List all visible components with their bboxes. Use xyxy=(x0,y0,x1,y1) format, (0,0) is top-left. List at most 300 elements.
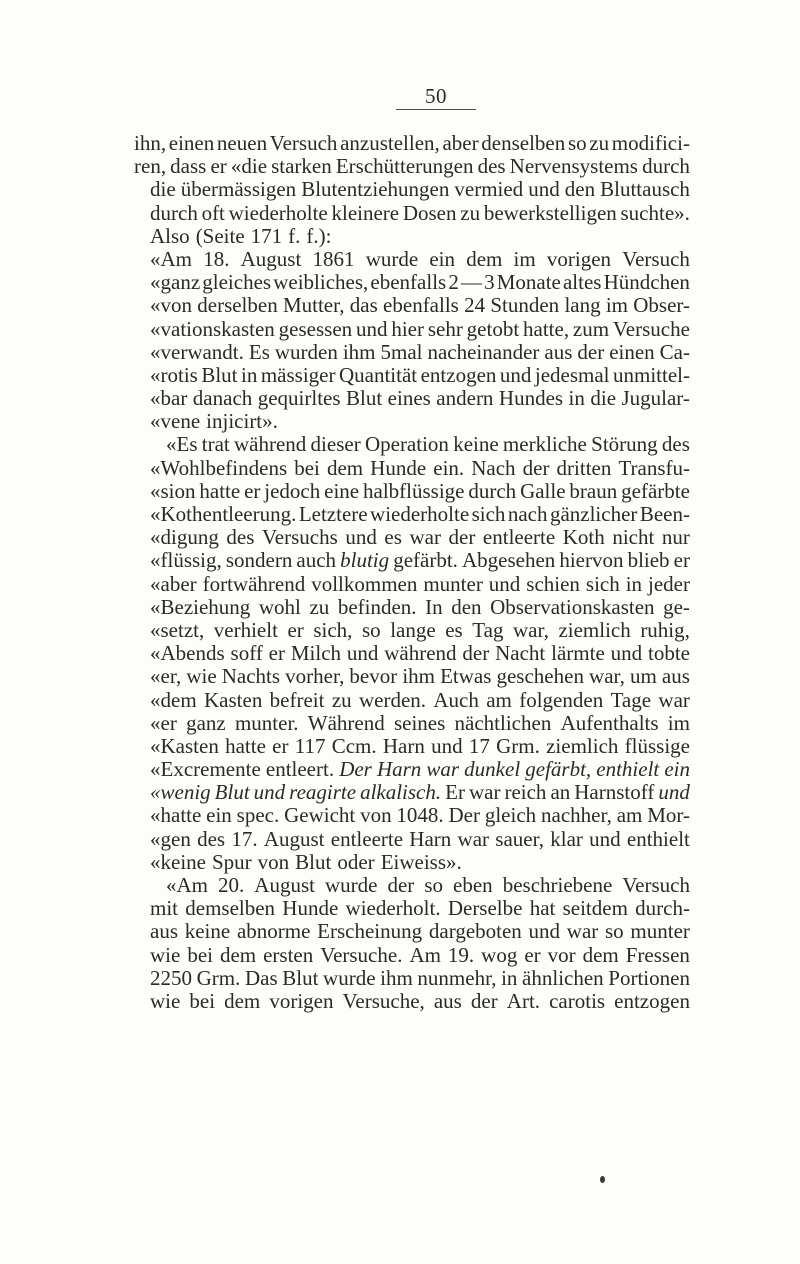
word: seitdem xyxy=(562,896,628,921)
word: wiederholte xyxy=(370,502,470,526)
word: so xyxy=(361,617,381,642)
page-number: 50 xyxy=(425,84,447,108)
word: abnorme xyxy=(236,919,311,944)
word: sich xyxy=(471,502,506,526)
text-line xyxy=(134,341,690,364)
word: wie xyxy=(186,664,217,689)
word: gefärbte xyxy=(621,478,690,503)
word: und xyxy=(345,525,377,550)
word: 24 xyxy=(464,293,486,318)
word: entleerte xyxy=(330,826,404,851)
word: kleinere xyxy=(331,200,400,225)
word: 19. xyxy=(447,942,475,967)
word: «vene xyxy=(150,409,201,434)
word: es xyxy=(384,525,402,550)
word: dem xyxy=(326,455,364,480)
word: zu xyxy=(331,687,352,712)
word: gequirltes xyxy=(257,386,341,411)
word: Versuche, xyxy=(342,988,425,1013)
text-line xyxy=(134,689,690,712)
word: und xyxy=(658,780,690,805)
word: war, xyxy=(513,617,549,642)
word: gleiches xyxy=(202,270,272,295)
word: im xyxy=(513,246,536,271)
word: ein. xyxy=(433,455,465,480)
word: Letztere xyxy=(298,502,368,526)
word: soff xyxy=(230,641,263,666)
word: enthielt xyxy=(596,757,660,782)
text-line xyxy=(134,294,690,317)
word: anzustellen, xyxy=(340,131,440,155)
word: ihm xyxy=(380,965,413,990)
word: Monate xyxy=(496,270,561,295)
word: August xyxy=(240,246,302,271)
word: Jugular- xyxy=(621,386,690,411)
word: Abgesehen xyxy=(461,548,556,573)
word: in xyxy=(625,571,643,596)
word: nacheinander xyxy=(427,339,540,364)
word: Tag xyxy=(472,617,504,642)
word: «rotis xyxy=(150,362,198,387)
word: Harn xyxy=(376,757,422,782)
body-text xyxy=(134,132,690,1013)
word: «digung xyxy=(150,525,219,550)
word: ge- xyxy=(663,594,690,619)
word: «von xyxy=(150,293,192,318)
word: Nacht xyxy=(495,641,546,666)
word: gefärbt. xyxy=(393,548,458,573)
word: 17. xyxy=(231,826,258,851)
word: ihn, xyxy=(134,131,167,155)
text-line xyxy=(134,897,690,920)
word: der xyxy=(522,455,550,480)
word: Erscheinung xyxy=(317,919,423,944)
word: hatte xyxy=(225,733,266,758)
word: Mutter, xyxy=(282,293,345,318)
word: durch- xyxy=(635,896,690,921)
word: Dosen xyxy=(402,200,457,225)
word: oder xyxy=(337,849,375,874)
word: In xyxy=(425,594,443,619)
word: gesessen xyxy=(278,316,353,341)
word: Der xyxy=(448,803,480,828)
text-line xyxy=(134,526,690,549)
word: starken xyxy=(271,154,332,179)
word: der xyxy=(577,339,605,364)
word: durch xyxy=(150,200,198,225)
text-line xyxy=(134,874,690,897)
word: Er xyxy=(445,780,465,805)
word: sich, xyxy=(313,617,353,642)
word: Etwas xyxy=(440,664,492,689)
word: «ganz xyxy=(150,270,201,295)
word: Versuche. xyxy=(320,942,403,967)
word: «er, xyxy=(150,664,182,689)
word: Galle xyxy=(520,478,566,503)
word: lang xyxy=(564,293,601,318)
word: klar xyxy=(550,826,583,851)
word: im xyxy=(667,710,690,735)
word: Blutentziehungen xyxy=(301,177,450,202)
word: halbflüssige xyxy=(363,478,465,503)
word: getobt xyxy=(466,316,520,341)
word: und xyxy=(610,641,643,666)
word: vorigen xyxy=(546,246,612,271)
word: vermied xyxy=(454,177,524,202)
word: war xyxy=(426,757,460,782)
word: Hündchen xyxy=(603,270,690,295)
word: Grm. xyxy=(496,733,540,758)
text-line xyxy=(134,596,690,619)
word: ein xyxy=(429,246,456,271)
text-line xyxy=(134,573,690,596)
word: Nach xyxy=(471,455,516,480)
word: keine xyxy=(453,432,499,457)
word: «die xyxy=(230,154,268,179)
word: unmittel- xyxy=(613,362,690,387)
word: oft xyxy=(201,200,225,225)
word: Harn xyxy=(382,733,425,758)
word: Versuchs xyxy=(261,525,338,550)
word: wurde xyxy=(365,246,419,271)
word: dunkel xyxy=(464,757,521,782)
word: ruhig, xyxy=(640,617,690,642)
word: um xyxy=(630,664,657,689)
text-line xyxy=(134,944,690,967)
word: (Seite xyxy=(195,223,245,248)
word: Blut xyxy=(282,965,319,990)
word: suchte». xyxy=(620,200,690,225)
word: 171 xyxy=(250,223,283,248)
text-line xyxy=(134,804,690,827)
word: sich xyxy=(585,571,620,596)
word: Aufenthalts xyxy=(560,710,659,735)
word: ebenfalls xyxy=(370,270,447,295)
word: «wenig xyxy=(150,780,211,805)
word: aus xyxy=(661,664,690,689)
word: trat xyxy=(201,432,230,457)
word: und xyxy=(499,362,532,387)
word: am xyxy=(486,687,512,712)
word: munter xyxy=(630,919,690,944)
word: entleert. xyxy=(265,757,335,782)
word: einen xyxy=(609,339,655,364)
word: alkalisch. xyxy=(360,780,442,805)
word: 2250 xyxy=(150,965,192,990)
word: Nervensystems xyxy=(509,154,638,179)
word: in xyxy=(241,362,258,387)
word: 5mal xyxy=(380,339,423,364)
word: und xyxy=(253,780,286,805)
word: enthielt xyxy=(626,826,690,851)
word: bei xyxy=(189,988,216,1013)
word: carotis xyxy=(549,988,606,1013)
word: lange xyxy=(390,617,436,642)
word: Operation xyxy=(364,432,449,457)
word: altes xyxy=(562,270,602,295)
word: und xyxy=(488,571,521,596)
word: 117 xyxy=(294,733,326,758)
word: mässiger xyxy=(260,362,336,387)
word: auch xyxy=(296,548,337,573)
word: wurden xyxy=(274,339,338,364)
word: dargeboten xyxy=(428,919,522,944)
word: den xyxy=(451,594,482,619)
word: andern xyxy=(436,386,494,411)
word: ein xyxy=(664,757,690,782)
word: injicirt». xyxy=(206,409,278,434)
word: keine xyxy=(184,919,231,944)
word: bei xyxy=(187,942,213,967)
word: ganz xyxy=(186,710,226,735)
word: Es xyxy=(248,339,270,364)
word: durch xyxy=(642,154,690,179)
word: von xyxy=(360,803,392,828)
word: folgenden xyxy=(519,687,604,712)
word: denselben xyxy=(481,131,566,155)
word: Während xyxy=(307,710,385,735)
word: Der xyxy=(339,757,372,782)
word: nicht xyxy=(612,525,655,550)
text-line xyxy=(134,364,690,387)
word: hier xyxy=(391,316,424,341)
word: — xyxy=(460,270,482,295)
word: Quantität xyxy=(338,362,418,387)
text-line xyxy=(134,781,690,804)
word: zu xyxy=(309,594,330,619)
word: gänzlicher xyxy=(549,502,638,526)
word: Portionen xyxy=(608,965,690,990)
word: ziemlich xyxy=(558,617,631,642)
word: 18. xyxy=(203,246,230,271)
word: bei xyxy=(294,455,320,480)
word: «keine xyxy=(150,849,206,874)
word: war xyxy=(468,780,501,805)
word: derselben xyxy=(197,293,278,318)
text-line xyxy=(134,480,690,503)
word: aus xyxy=(544,339,573,364)
word: der xyxy=(387,873,415,897)
word: eine xyxy=(324,478,360,503)
text-line xyxy=(134,410,690,433)
word: «aber xyxy=(150,571,197,596)
word: vor xyxy=(547,942,576,967)
word: nunmehr, xyxy=(417,965,497,990)
word: wog xyxy=(481,942,518,967)
word: er xyxy=(268,641,285,666)
text-line xyxy=(134,920,690,943)
word: neuen xyxy=(216,131,268,155)
word: Kasten xyxy=(204,687,263,712)
word: hat xyxy=(529,896,556,921)
word: er xyxy=(673,548,690,573)
word: eines xyxy=(387,386,431,411)
text-line xyxy=(134,248,690,271)
word: braun xyxy=(569,478,618,503)
word: aber xyxy=(442,131,479,155)
word: August xyxy=(263,826,325,851)
word: merkliche xyxy=(502,432,587,457)
word: danach xyxy=(192,386,253,411)
word: 1861 xyxy=(312,246,355,271)
word: vorigen xyxy=(269,988,334,1013)
word: hiervon xyxy=(559,548,624,573)
word: «hatte xyxy=(150,803,202,828)
word: des xyxy=(226,525,255,550)
word: «sion xyxy=(150,478,196,503)
word: ziemlich xyxy=(546,733,619,758)
word: «dem xyxy=(150,687,197,712)
word: ren, xyxy=(134,154,167,179)
text-line xyxy=(134,457,690,480)
word: «setzt, xyxy=(150,617,205,642)
word: Tage xyxy=(610,687,652,712)
word: Observationskasten xyxy=(490,594,655,619)
word: Hunde xyxy=(282,896,339,921)
word: jeder xyxy=(648,571,690,596)
word: reagirte xyxy=(289,780,357,805)
word: wiederholt. xyxy=(345,896,441,921)
word: Been- xyxy=(639,502,690,526)
word: weibliches, xyxy=(273,270,369,295)
word: und xyxy=(528,919,561,944)
word: und xyxy=(528,177,560,202)
word: ähnlichen xyxy=(522,965,604,990)
word: Also xyxy=(150,223,190,248)
text-line xyxy=(134,387,690,410)
word: 2 xyxy=(448,270,459,295)
word: nur xyxy=(661,525,690,550)
word: Blut xyxy=(295,849,332,874)
text-line xyxy=(134,642,690,665)
word: vollkommen xyxy=(311,571,418,596)
word: mit xyxy=(150,896,179,921)
word: der xyxy=(470,988,498,1013)
word: Koth xyxy=(562,525,605,550)
word: wie xyxy=(150,988,181,1013)
word: eben xyxy=(453,873,493,897)
word: Auch xyxy=(433,687,479,712)
page-number-rule xyxy=(396,109,476,110)
text-line xyxy=(134,665,690,688)
word: Harnstoff xyxy=(574,780,655,805)
word: Hunde xyxy=(370,455,427,480)
word: verhielt xyxy=(213,617,278,642)
word: aus xyxy=(150,919,178,944)
word: flüssige xyxy=(624,733,690,758)
text-line xyxy=(134,225,690,248)
word: befreit xyxy=(269,687,325,712)
word: er xyxy=(244,478,261,503)
word: der xyxy=(462,641,490,666)
word: blieb xyxy=(627,548,670,573)
word: schien xyxy=(526,571,580,596)
word: «er xyxy=(150,710,177,735)
word: Versuch xyxy=(269,131,338,155)
word: Nachts xyxy=(221,664,281,689)
word: war xyxy=(457,826,490,851)
word: ebenfalls xyxy=(383,293,459,318)
word: Erschütterungen xyxy=(335,154,474,179)
word: munter. xyxy=(234,710,299,735)
word: sondern xyxy=(225,548,293,573)
word: «Abends xyxy=(150,641,225,666)
word: es xyxy=(445,617,463,642)
word: nächtlichen xyxy=(454,710,552,735)
word: durch xyxy=(468,478,517,503)
text-line xyxy=(134,735,690,758)
word: «bar xyxy=(150,386,188,411)
word: lärmte xyxy=(551,641,605,666)
word: war xyxy=(409,525,441,550)
word: Harn xyxy=(409,826,452,851)
word: demselben xyxy=(185,896,276,921)
word: war xyxy=(566,919,599,944)
word: jedoch xyxy=(264,478,321,503)
word: dass xyxy=(170,154,207,179)
text-line xyxy=(134,828,690,851)
word: zu xyxy=(589,131,610,155)
word: Ccm. xyxy=(331,733,377,758)
text-line xyxy=(134,271,690,294)
word: die xyxy=(150,177,176,202)
word: wohl xyxy=(258,594,301,619)
word: Fressen xyxy=(625,942,690,967)
word: Obser- xyxy=(633,293,690,318)
word: an xyxy=(550,780,571,805)
word: wurde xyxy=(323,965,376,990)
word: war xyxy=(658,687,690,712)
word: den xyxy=(564,177,596,202)
text-line xyxy=(134,990,690,1013)
word: er xyxy=(524,942,541,967)
word: August xyxy=(254,873,315,897)
word: «Am xyxy=(166,873,208,897)
word: Art. xyxy=(506,988,541,1013)
word: 1048. xyxy=(396,803,444,828)
word: dritten xyxy=(556,455,612,480)
word: während xyxy=(384,641,457,666)
word: entzogen xyxy=(420,362,497,387)
text-line xyxy=(134,318,690,341)
word: das xyxy=(349,293,378,318)
text-line xyxy=(134,155,690,178)
word: Eiweiss». xyxy=(380,849,462,874)
word: während xyxy=(233,432,307,457)
word: modifici- xyxy=(611,131,690,155)
word: in xyxy=(501,965,518,990)
word: tobte xyxy=(647,641,690,666)
word: des xyxy=(477,154,506,179)
word: Am xyxy=(409,942,441,967)
word: Blut xyxy=(346,386,383,411)
word: befinden. xyxy=(337,594,417,619)
word: Blut xyxy=(201,362,238,387)
word: er xyxy=(210,154,227,179)
word: der xyxy=(448,525,476,550)
word: so xyxy=(605,919,624,944)
word: von xyxy=(257,849,290,874)
word: zu xyxy=(460,200,481,225)
word: hatte xyxy=(199,478,241,503)
word: des xyxy=(197,826,226,851)
word: am xyxy=(616,803,643,828)
word: f.): xyxy=(306,223,332,248)
word: er xyxy=(272,733,289,758)
text-line xyxy=(134,619,690,642)
word: bewerkstelligen xyxy=(483,200,617,225)
word: spec. xyxy=(236,803,280,828)
